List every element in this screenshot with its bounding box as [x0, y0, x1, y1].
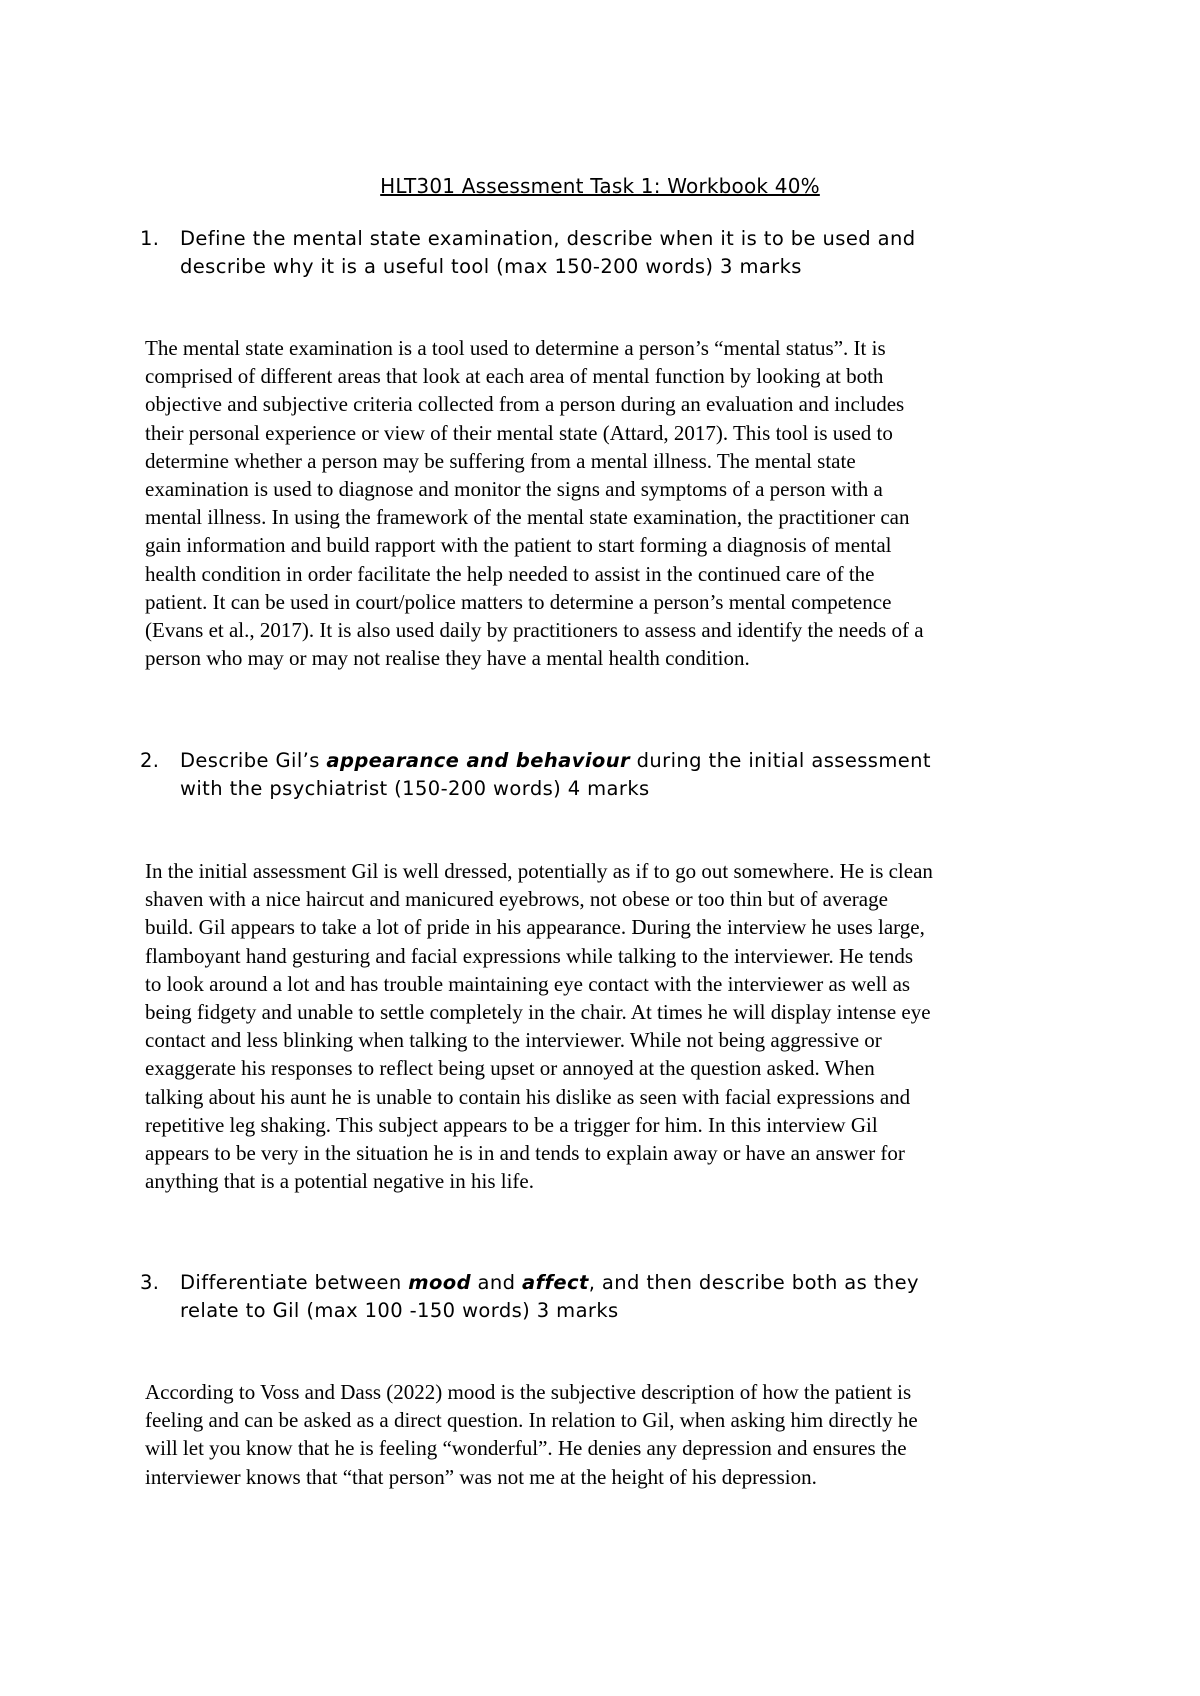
answer-line: contact and less blinking when talking to the interviewer. While not being aggressive or: [145, 1028, 882, 1053]
answer-line: According to Voss and Dass (2022) mood is the subjective description of how the patient is: [145, 1380, 912, 1404]
question-line: [180, 1269, 1060, 1297]
question-number: 2.: [140, 749, 160, 772]
question-number: 1.: [140, 227, 160, 250]
answer-line: determine whether a person may be suffering from a mental illness. The mental state: [145, 448, 856, 473]
question-line: describe why it is a useful tool (max 150-200 words) 3 marks: [180, 255, 802, 278]
answer-line: objective and subjective criteria collected from a person during an evaluation and includes: [145, 392, 905, 417]
answer-line: comprised of different areas that look at each area of mental function by looking at both: [145, 364, 884, 389]
answer-1: [145, 334, 1065, 672]
question-line: Define the mental state examination, describe when it is to be used and: [180, 227, 916, 250]
answer-3: [145, 1378, 1065, 1491]
answer-line: mental illness. In using the framework of the mental state examination, the practitioner can: [145, 505, 910, 530]
question-line: relate to Gil (max 100 -150 words) 3 marks: [180, 1299, 619, 1322]
answer-line: build. Gil appears to take a lot of pride in his appearance. During the interview he uses large,: [145, 915, 925, 940]
answer-line: to look around a lot and has trouble maintaining eye contact with the interviewer as well as: [145, 971, 911, 996]
answer-line: shaven with a nice haircut and manicured eyebrows, not obese or too thin but of average: [145, 887, 888, 912]
answer-line: patient. It can be used in court/police matters to determine a person’s mental competence: [145, 589, 892, 614]
question-number: 3.: [140, 1271, 160, 1294]
question-emphasis: appearance and behaviour: [326, 749, 631, 772]
question-text: and: [470, 1271, 523, 1294]
document-title: HLT301 Assessment Task 1: Workbook 40%: [380, 174, 820, 198]
question-text: Describe Gil’s: [180, 749, 327, 772]
answer-line: In the initial assessment Gil is well dressed, potentially as if to go out somewhere. He is clean: [145, 859, 933, 883]
question-2: [140, 747, 1060, 803]
answer-line: repetitive leg shaking. This subject appears to be a trigger for him. In this interview Gil: [145, 1112, 878, 1137]
question-emphasis: affect: [522, 1271, 589, 1294]
answer-line: interviewer knows that “that person” was not me at the height of his depression.: [145, 1464, 817, 1489]
answer-line: feeling and can be asked as a direct question. In relation to Gil, when asking him directly he: [145, 1408, 918, 1433]
question-text: during the initial assessment: [630, 749, 931, 772]
answer-line: appears to be very in the situation he is in and tends to explain away or have an answer for: [145, 1141, 905, 1166]
answer-line: The mental state examination is a tool used to determine a person’s “mental status”. It is: [145, 336, 886, 360]
question-line: with the psychiatrist (150-200 words) 4 marks: [180, 777, 650, 800]
answer-line: gain information and build rapport with the patient to start forming a diagnosis of mental: [145, 533, 892, 558]
question-emphasis: mood: [408, 1271, 471, 1294]
answer-line: exaggerate his responses to reflect being upset or annoyed at the question asked. When: [145, 1056, 875, 1081]
answer-line: health condition in order facilitate the help needed to assist in the continued care of the: [145, 561, 875, 586]
answer-line: person who may or may not realise they have a mental health condition.: [145, 646, 750, 671]
answer-line: talking about his aunt he is unable to contain his dislike as seen with facial expressions and: [145, 1084, 911, 1109]
answer-line: flamboyant hand gesturing and facial expressions while talking to the interviewer. He tends: [145, 943, 914, 968]
answer-line: anything that is a potential negative in his life.: [145, 1169, 534, 1194]
answer-line: will let you know that he is feeling “wonderful”. He denies any depression and ensures the: [145, 1436, 907, 1461]
answer-line: examination is used to diagnose and monitor the signs and symptoms of a person with a: [145, 477, 883, 502]
answer-line: being fidgety and unable to settle completely in the chair. At times he will display intense eye: [145, 1000, 931, 1025]
question-3: [140, 1269, 1060, 1325]
answer-2: [145, 857, 1065, 1195]
answer-line: their personal experience or view of their mental state (Attard, 2017). This tool is used to: [145, 420, 893, 445]
answer-line: (Evans et al., 2017). It is also used daily by practitioners to assess and identify the needs of a: [145, 618, 924, 643]
question-line: [180, 747, 1060, 775]
question-text: Differentiate between: [180, 1271, 409, 1294]
question-text: , and then describe both as they: [588, 1271, 919, 1294]
question-1: [140, 225, 1060, 281]
